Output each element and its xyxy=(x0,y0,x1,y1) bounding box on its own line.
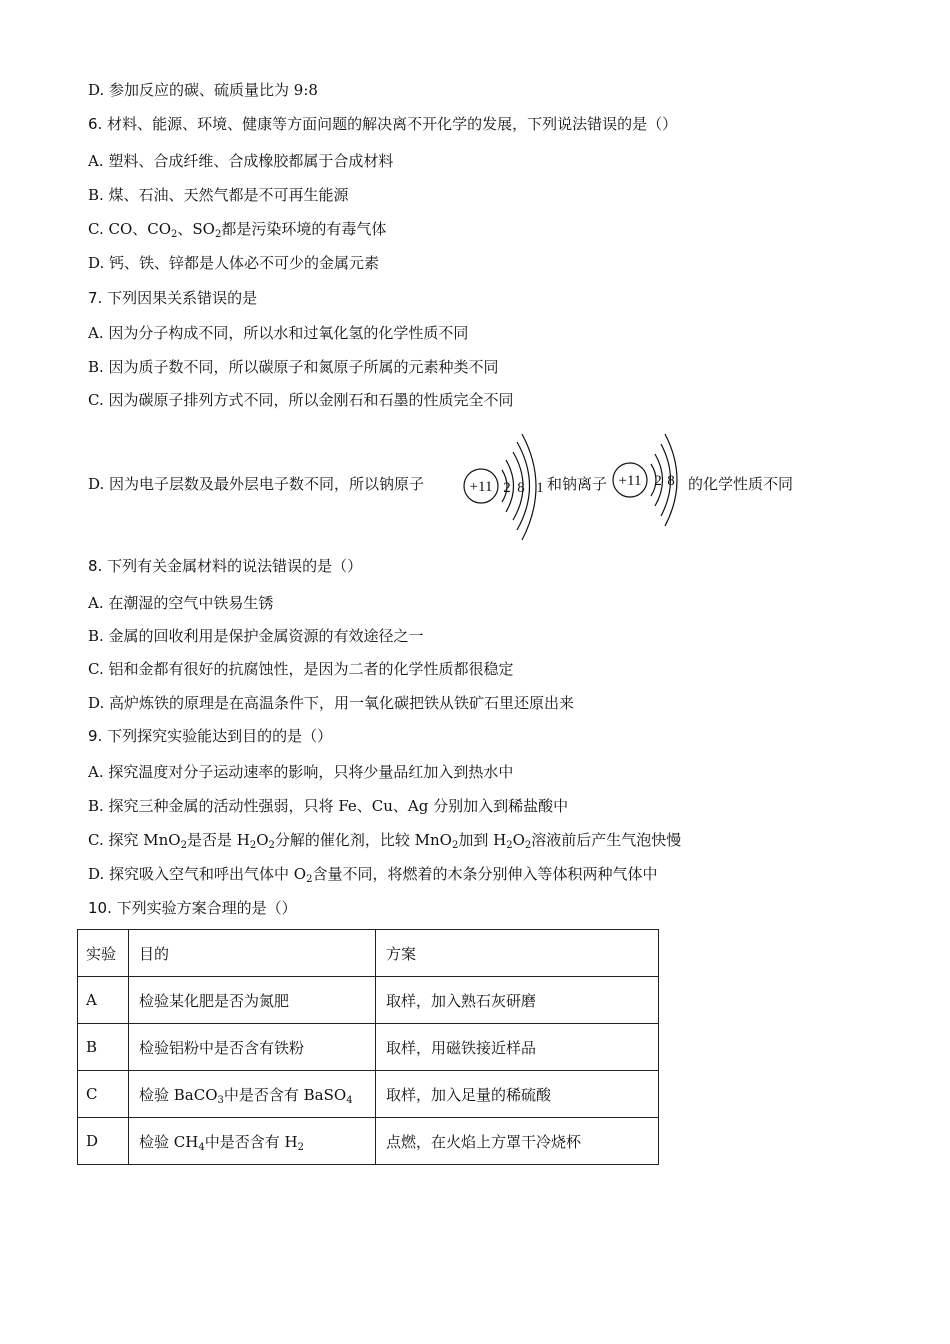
header-cell: 实验 xyxy=(78,930,129,977)
q6-option-c-suffix: 都是污染环境的有毒气体 xyxy=(221,220,387,238)
subscript: 2 xyxy=(451,840,459,851)
table-row xyxy=(78,1071,659,1118)
q8-option-a: A. 在潮湿的空气中铁易生锈 xyxy=(88,594,274,612)
shell-2-electrons: 8 xyxy=(517,480,525,496)
q6-option-c xyxy=(88,219,386,239)
row-label: D xyxy=(78,1118,129,1165)
text-segment: 分解的催化剂，比较 MnO xyxy=(274,831,452,849)
subscript: 2 xyxy=(214,229,222,240)
row-purpose xyxy=(129,1118,376,1165)
q6-option-c-prefix: C. CO、CO xyxy=(88,220,172,238)
shell-3-electrons: 1 xyxy=(536,480,544,496)
text-segment: O xyxy=(512,831,525,849)
q9-option-d xyxy=(88,864,658,884)
row-plan: 取样，加入熟石灰研磨 xyxy=(376,977,659,1024)
header-cell: 方案 xyxy=(376,930,659,977)
text-segment: 溶液前后产生气泡快慢 xyxy=(531,831,682,849)
q6-option-d: D. 钙、铁、锌都是人体必不可少的金属元素 xyxy=(88,254,380,272)
text-segment: 是否是 H xyxy=(186,831,250,849)
table-row xyxy=(78,1024,659,1071)
q9-stem: 9. 下列探究实验能达到目的的是（） xyxy=(88,727,333,745)
nucleus-charge: +11 xyxy=(618,473,642,489)
q9-option-b: B. 探究三种金属的活动性强弱，只将 Fe、Cu、Ag 分别加入到稀盐酸中 xyxy=(88,797,569,815)
row-plan: 取样，用磁铁接近样品 xyxy=(376,1024,659,1071)
q7-stem: 7. 下列因果关系错误的是 xyxy=(88,289,258,307)
q10-stem: 10. 下列实验方案合理的是（） xyxy=(88,899,297,917)
text-segment: C. 探究 MnO xyxy=(88,831,181,849)
subscript: 2 xyxy=(297,1141,304,1153)
shell-1-electrons: 2 xyxy=(503,480,511,496)
subscript: 2 xyxy=(268,840,275,851)
row-label: B xyxy=(78,1024,129,1071)
sodium-atom-diagram xyxy=(462,430,552,545)
table-row xyxy=(78,1118,659,1165)
q6-option-a: A. 塑料、合成纤维、合成橡胶都属于合成材料 xyxy=(88,152,394,170)
header-cell: 目的 xyxy=(129,930,376,977)
row-purpose: 检验铝粉中是否含有铁粉 xyxy=(129,1024,376,1071)
text-segment: 中是否含有 H xyxy=(204,1132,298,1151)
q9-option-a: A. 探究温度对分子运动速率的影响，只将少量品红加入到热水中 xyxy=(88,763,514,781)
shell-2-electrons: 8 xyxy=(667,473,675,489)
table-row xyxy=(78,977,659,1024)
q6-stem: 6. 材料、能源、环境、健康等方面问题的解决离不开化学的发展，下列说法错误的是（） xyxy=(88,115,678,133)
text-segment: 中是否含有 BaSO xyxy=(223,1085,347,1104)
q7-option-d-part2: 和钠离子 xyxy=(547,475,608,493)
q7-option-a: A. 因为分子构成不同，所以水和过氧化氢的化学性质不同 xyxy=(88,324,469,342)
subscript: 2 xyxy=(171,229,178,240)
row-plan: 点燃，在火焰上方罩干冷烧杯 xyxy=(376,1118,659,1165)
q8-option-c: C. 铝和金都有很好的抗腐蚀性，是因为二者的化学性质都很稳定 xyxy=(88,660,514,678)
table-header-row xyxy=(78,930,659,977)
shell-1-electrons: 2 xyxy=(654,473,662,489)
q8-stem: 8. 下列有关金属材料的说法错误的是（） xyxy=(88,557,363,575)
subscript: 4 xyxy=(346,1094,353,1106)
q6-option-b: B. 煤、石油、天然气都是不可再生能源 xyxy=(88,186,349,204)
text-segment: 加到 H xyxy=(458,831,507,849)
subscript: 2 xyxy=(524,840,532,851)
q8-option-b: B. 金属的回收利用是保护金属资源的有效途径之一 xyxy=(88,627,424,645)
row-label: A xyxy=(78,977,129,1024)
subscript: 2 xyxy=(306,874,313,885)
text-segment: 含量不同，将燃着的木条分别伸入等体积两种气体中 xyxy=(312,865,658,883)
subscript: 4 xyxy=(198,1141,205,1153)
row-purpose xyxy=(129,1071,376,1118)
nucleus-charge: +11 xyxy=(469,479,493,495)
subscript: 3 xyxy=(217,1094,224,1106)
sodium-ion-diagram xyxy=(609,430,689,540)
subscript: 2 xyxy=(180,840,187,851)
row-purpose: 检验某化肥是否为氮肥 xyxy=(129,977,376,1024)
q5-option-d: D. 参加反应的碳、硫质量比为 9:8 xyxy=(88,81,318,99)
q8-option-d: D. 高炉炼铁的原理是在高温条件下，用一氧化碳把铁从铁矿石里还原出来 xyxy=(88,694,575,712)
q9-option-c xyxy=(88,830,681,850)
q6-option-c-mid: 、SO xyxy=(177,220,215,238)
q7-option-d-part3: 的化学性质不同 xyxy=(688,475,794,493)
subscript: 2 xyxy=(506,840,513,851)
text-segment: 检验 CH xyxy=(139,1132,199,1151)
q7-option-c: C. 因为碳原子排列方式不同，所以金刚石和石墨的性质完全不同 xyxy=(88,391,514,409)
row-label: C xyxy=(78,1071,129,1118)
q7-option-d-part1: D. 因为电子层数及最外层电子数不同，所以钠原子 xyxy=(88,475,425,493)
subscript: 2 xyxy=(249,840,257,851)
row-plan: 取样，加入足量的稀硫酸 xyxy=(376,1071,659,1118)
text-segment: O xyxy=(256,831,269,849)
experiment-table xyxy=(77,929,659,1165)
text-segment: 检验 BaCO xyxy=(139,1085,218,1104)
q7-option-b: B. 因为质子数不同，所以碳原子和氮原子所属的元素种类不同 xyxy=(88,358,499,376)
text-segment: D. 探究吸入空气和呼出气体中 O xyxy=(88,865,307,883)
q7-option-d xyxy=(88,430,848,545)
